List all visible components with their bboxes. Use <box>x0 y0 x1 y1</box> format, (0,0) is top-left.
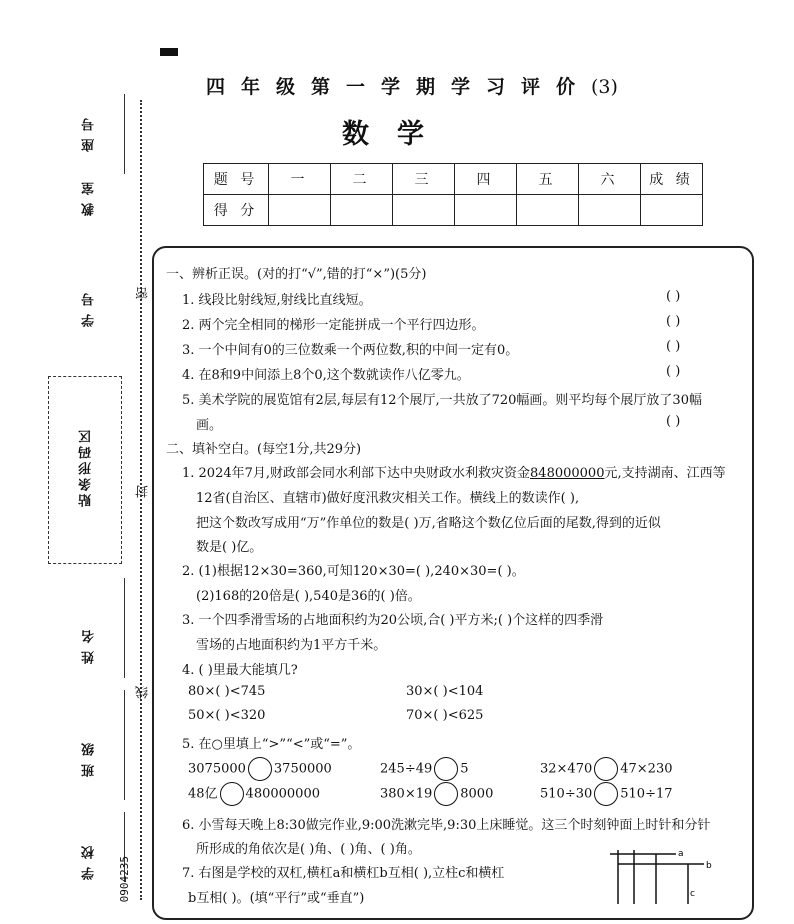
answer-paren[interactable]: ( ) <box>666 364 681 379</box>
score-input-cell[interactable] <box>269 195 331 226</box>
q5-left: 245÷49 <box>380 761 433 777</box>
seal-char-mi: 密 <box>136 287 151 300</box>
q5-left: 380×19 <box>380 786 433 802</box>
seal-char-feng: 封 <box>136 485 151 498</box>
answer-paren[interactable]: ( ) <box>666 289 681 304</box>
score-input-cell[interactable] <box>331 195 393 226</box>
q2-line[interactable]: 2. (1)根据12×30=360,可知120×30=( ),240×30=( )。 <box>182 564 525 579</box>
q6-line[interactable]: 所形成的角依次是( )角、( )角、( )角。 <box>196 842 421 857</box>
q1-line <box>182 462 726 481</box>
compare-circle[interactable] <box>434 757 458 781</box>
q4-item[interactable]: 80×( )<745 <box>188 684 266 699</box>
section1-item: 3. 一个中间有0的三位数乘一个两位数,积的中间一定有0。 <box>182 343 519 358</box>
score-table-header-row <box>204 164 703 195</box>
q1-text: 1. 2024年7月,财政部会同水利部下达中央财政水利救灾资金 <box>182 466 531 481</box>
q4-item[interactable]: 70×( )<625 <box>406 708 484 723</box>
score-cell: 三 <box>393 164 455 195</box>
score-cell: 五 <box>517 164 579 195</box>
q1-underlined-number: 848000000 <box>530 466 605 481</box>
score-cell: 成 绩 <box>641 164 703 195</box>
school-label: 学校 <box>82 838 97 880</box>
q1-line[interactable]: 数是( )亿。 <box>196 540 263 555</box>
section1-item: 4. 在8和9中间添上8个0,这个数就读作八亿零九。 <box>182 368 470 383</box>
answer-paren[interactable]: ( ) <box>666 414 681 429</box>
q5-right: 8000 <box>460 786 494 802</box>
q5-left: 48亿 <box>188 786 218 802</box>
score-table <box>203 163 703 226</box>
title-number: (3) <box>591 76 618 98</box>
answer-paren[interactable]: ( ) <box>666 314 681 329</box>
room-label: 教室 <box>82 174 97 216</box>
section1-heading: 一、辨析正误。(对的打“√”,错的打“×”)(5分) <box>166 267 427 282</box>
title-text: 四年级第一学期学习评价 <box>206 76 592 98</box>
side-rule <box>124 690 125 800</box>
diagram-label-a: a <box>678 849 684 859</box>
q5-item <box>540 757 673 781</box>
score-input-cell[interactable] <box>579 195 641 226</box>
q5-right: 5 <box>460 761 469 777</box>
score-cell: 六 <box>579 164 641 195</box>
q5-right: 480000000 <box>245 786 320 802</box>
score-cell: 得 分 <box>204 195 269 226</box>
score-input-cell[interactable] <box>393 195 455 226</box>
q5-item <box>188 782 320 806</box>
subject-title: 数学 <box>342 119 452 150</box>
score-input-cell[interactable] <box>455 195 517 226</box>
q6-line: 6. 小雪每天晚上8:30做完作业,9:00洗漱完毕,9:30上床睡觉。这三个时刻钟面上时针和分针 <box>182 818 711 833</box>
compare-circle[interactable] <box>248 757 272 781</box>
barcode-area <box>48 376 122 564</box>
q3-line[interactable]: 3. 一个四季滑雪场的占地面积约为20公顷,合( )平方米;( )个这样的四季滑 <box>182 613 604 628</box>
compare-circle[interactable] <box>434 782 458 806</box>
score-cell: 二 <box>331 164 393 195</box>
q7-line[interactable]: 7. 右图是学校的双杠,横杠a和横杠b互相( ),立柱c和横杠 <box>182 866 505 881</box>
side-rule <box>124 94 125 174</box>
barcode-area-label: 贴条形码区 <box>79 427 94 507</box>
section1-item: 1. 线段比射线短,射线比直线短。 <box>182 293 372 308</box>
score-cell: 题 号 <box>204 164 269 195</box>
q4-heading: 4. ( )里最大能填几? <box>182 663 298 678</box>
q5-item <box>380 782 493 806</box>
page-title <box>206 72 726 99</box>
compare-circle[interactable] <box>220 782 244 806</box>
q2-line[interactable]: (2)168的20倍是( ),540是36的( )倍。 <box>196 589 421 604</box>
section1-item: 2. 两个完全相同的梯形一定能拼成一个平行四边形。 <box>182 318 485 333</box>
q1-text: 元,支持湖南、江西等 <box>604 466 726 481</box>
compare-circle[interactable] <box>594 757 618 781</box>
q4-item[interactable]: 30×( )<104 <box>406 684 484 699</box>
q4-item[interactable]: 50×( )<320 <box>188 708 266 723</box>
q1-line[interactable]: 把这个数改写成用“万”作单位的数是( )万,省略这个数亿位后面的尾数,得到的近似 <box>196 516 661 531</box>
diagram-label-b: b <box>706 861 712 871</box>
compare-circle[interactable] <box>594 782 618 806</box>
q5-item <box>188 757 332 781</box>
student-id-label: 学号 <box>82 285 97 327</box>
q5-left: 510÷30 <box>540 786 593 802</box>
seat-number-label: 座号 <box>82 110 97 152</box>
q1-line[interactable]: 12省(自治区、直辖市)做好度汛救灾相关工作。横线上的数读作( ), <box>196 491 580 506</box>
score-cell: 四 <box>455 164 517 195</box>
q5-heading: 5. 在○里填上“>”“<”或“=”。 <box>182 737 361 752</box>
q3-line: 雪场的占地面积约为1平方千米。 <box>196 638 387 653</box>
diagram-label-c: c <box>690 889 695 899</box>
score-cell: 一 <box>269 164 331 195</box>
q5-left: 32×470 <box>540 761 593 777</box>
q5-item <box>380 757 469 781</box>
q5-item <box>540 782 673 806</box>
corner-mark <box>160 48 178 56</box>
section1-item-continued: 画。 <box>196 418 223 433</box>
seal-char-xian: 线 <box>136 686 151 699</box>
q5-right: 510÷17 <box>620 786 673 802</box>
serial-number: 0904235 <box>118 856 131 903</box>
q7-line[interactable]: b互相( )。(填“平行”或“垂直”) <box>188 891 365 906</box>
section2-heading: 二、填补空白。(每空1分,共29分) <box>166 442 362 457</box>
score-table-score-row <box>204 195 703 226</box>
score-input-cell[interactable] <box>641 195 703 226</box>
answer-paren[interactable]: ( ) <box>666 339 681 354</box>
q5-right: 47×230 <box>620 761 673 777</box>
parallel-bars-diagram <box>604 846 722 906</box>
side-rule <box>124 578 125 678</box>
score-input-cell[interactable] <box>517 195 579 226</box>
q5-right: 3750000 <box>273 761 332 777</box>
binding-dotted-line <box>140 100 142 900</box>
q5-left: 3075000 <box>188 761 246 777</box>
section1-item: 5. 美术学院的展览馆有2层,每层有12个展厅,一共放了720幅画。则平均每个展厅放了30幅 <box>182 393 702 408</box>
name-label: 姓名 <box>82 622 97 664</box>
class-label: 班级 <box>82 735 97 777</box>
